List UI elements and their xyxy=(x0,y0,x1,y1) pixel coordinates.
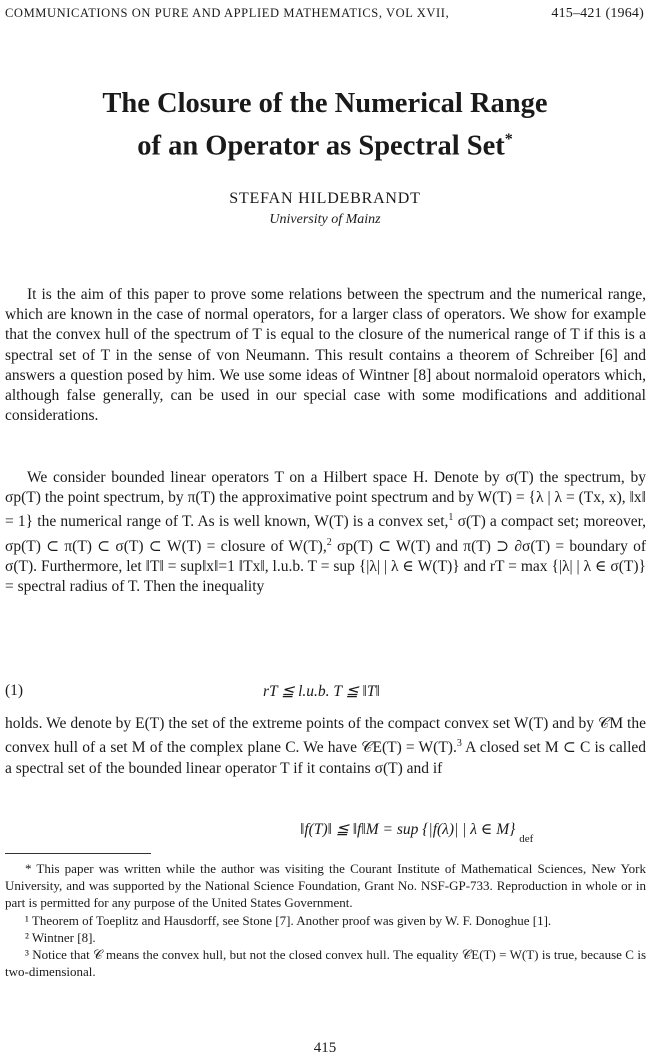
paragraph-introduction xyxy=(5,285,646,426)
paragraph-definitions xyxy=(5,468,646,598)
paragraph-spectral-set xyxy=(5,714,646,779)
paper-title xyxy=(0,86,650,165)
spectral-set-text-b: A closed set M ⊂ C is called a spectral set of the bounded linear operator T if it contains σ(T) and if xyxy=(5,739,647,777)
footnote-ref-2: 2 xyxy=(326,536,332,548)
equation-1-formula: rT ≦ l.u.b. T ≦ ‖T‖ xyxy=(263,683,380,700)
footnote-ref-3: 3 xyxy=(456,738,462,750)
equation-1-label: (1) xyxy=(5,682,24,699)
definitions-text xyxy=(5,468,646,598)
footnote-1: ¹ Theorem of Toeplitz and Hausdorff, see Stone [7]. Another proof was given by W. F. Donoghue [1]. xyxy=(25,912,552,928)
equation-2 xyxy=(300,820,533,845)
definitions-text-b: σ(T) a compact set; moreover, σp(T) ⊂ π(T) ⊂ σ(T) ⊂ W(T) = closure of W(T), xyxy=(5,513,646,555)
spectral-set-text xyxy=(5,714,646,779)
footnote-divider xyxy=(5,853,151,854)
footnotes xyxy=(5,860,646,980)
page-number: 415 xyxy=(313,1040,337,1056)
footnote-3: ³ Notice that 𝒞 means the convex hull, but not the closed convex hull. The equality 𝒞E(T) = W(T) is true, because C is two-dimensional. xyxy=(5,947,646,980)
equation-2-formula: ‖f(T)‖ ≦ ‖f‖M = sup {|f(λ)| | λ ∈ M} xyxy=(300,821,516,838)
footnote-star: * This paper was written while the author was visiting the Courant Institute of Mathematical Sciences, New York University, and was supported by the National Science Foundation, Grant No. NSF-GP-733. Reproduction in whole or in part is permitted for any purpose of the United States Government. xyxy=(5,861,646,911)
running-head xyxy=(5,6,644,22)
footnote-2: ² Wintner [8]. xyxy=(25,929,96,945)
intro-text: It is the aim of this paper to prove some relations between the spectrum and the numerical range, which are known in the case of normal operators, for a larger class of operators. We show for example that the convex hull of the spectrum of T is equal to the closure of the numerical range of T if this is a spectral set of T in the sense of von Neumann. This result contains a theorem of Schreiber [6] and answers a question posed by him. We use some ideas of Wintner [8] about normaloid operators which, although false generally, can be used in our special case with some modifications and additional considerations. xyxy=(5,286,646,425)
definitions-text-a: We consider bounded linear operators T on a Hilbert space H. Denote by σ(T) the spectrum, by σp(T) the point spectrum, by π(T) the approximative point spectrum and by W(T) = {λ | λ = (Tx, x), ‖x‖ = 1} the numerical range of T. As is well known, W(T) is a convex set, xyxy=(5,469,646,531)
author-name: STEFAN HILDEBRANDT xyxy=(229,190,421,207)
title-line-2: of an Operator as Spectral Set xyxy=(137,130,505,162)
definitions-text-c: σp(T) ⊂ W(T) and π(T) ⊃ ∂σ(T) = boundary of σ(T). Furthermore, let ‖T‖ = sup‖x‖=1 ‖Tx‖, l.u.b. T = sup {|λ| | λ ∈ W(T)} and rT = max {|λ| | λ ∈ σ(T)} = spectral radius of T. Then the inequality xyxy=(5,537,646,596)
title-footnote-mark: * xyxy=(504,131,513,148)
spectral-set-text-a: holds. We denote by E(T) the set of the extreme points of the compact convex set W(T) and by 𝒞M the convex hull of a set M of the complex plane C. We have 𝒞E(T) = W(T). xyxy=(5,715,646,757)
author-affiliation: University of Mainz xyxy=(269,212,381,227)
equation-2-def-label: def xyxy=(519,833,534,845)
page-range: 415–421 (1964) xyxy=(551,6,644,21)
journal-name: COMMUNICATIONS ON PURE AND APPLIED MATHEMATICS, VOL XVII, xyxy=(5,6,450,20)
title-line-1: The Closure of the Numerical Range xyxy=(102,88,548,119)
footnote-ref-1: 1 xyxy=(448,512,454,524)
